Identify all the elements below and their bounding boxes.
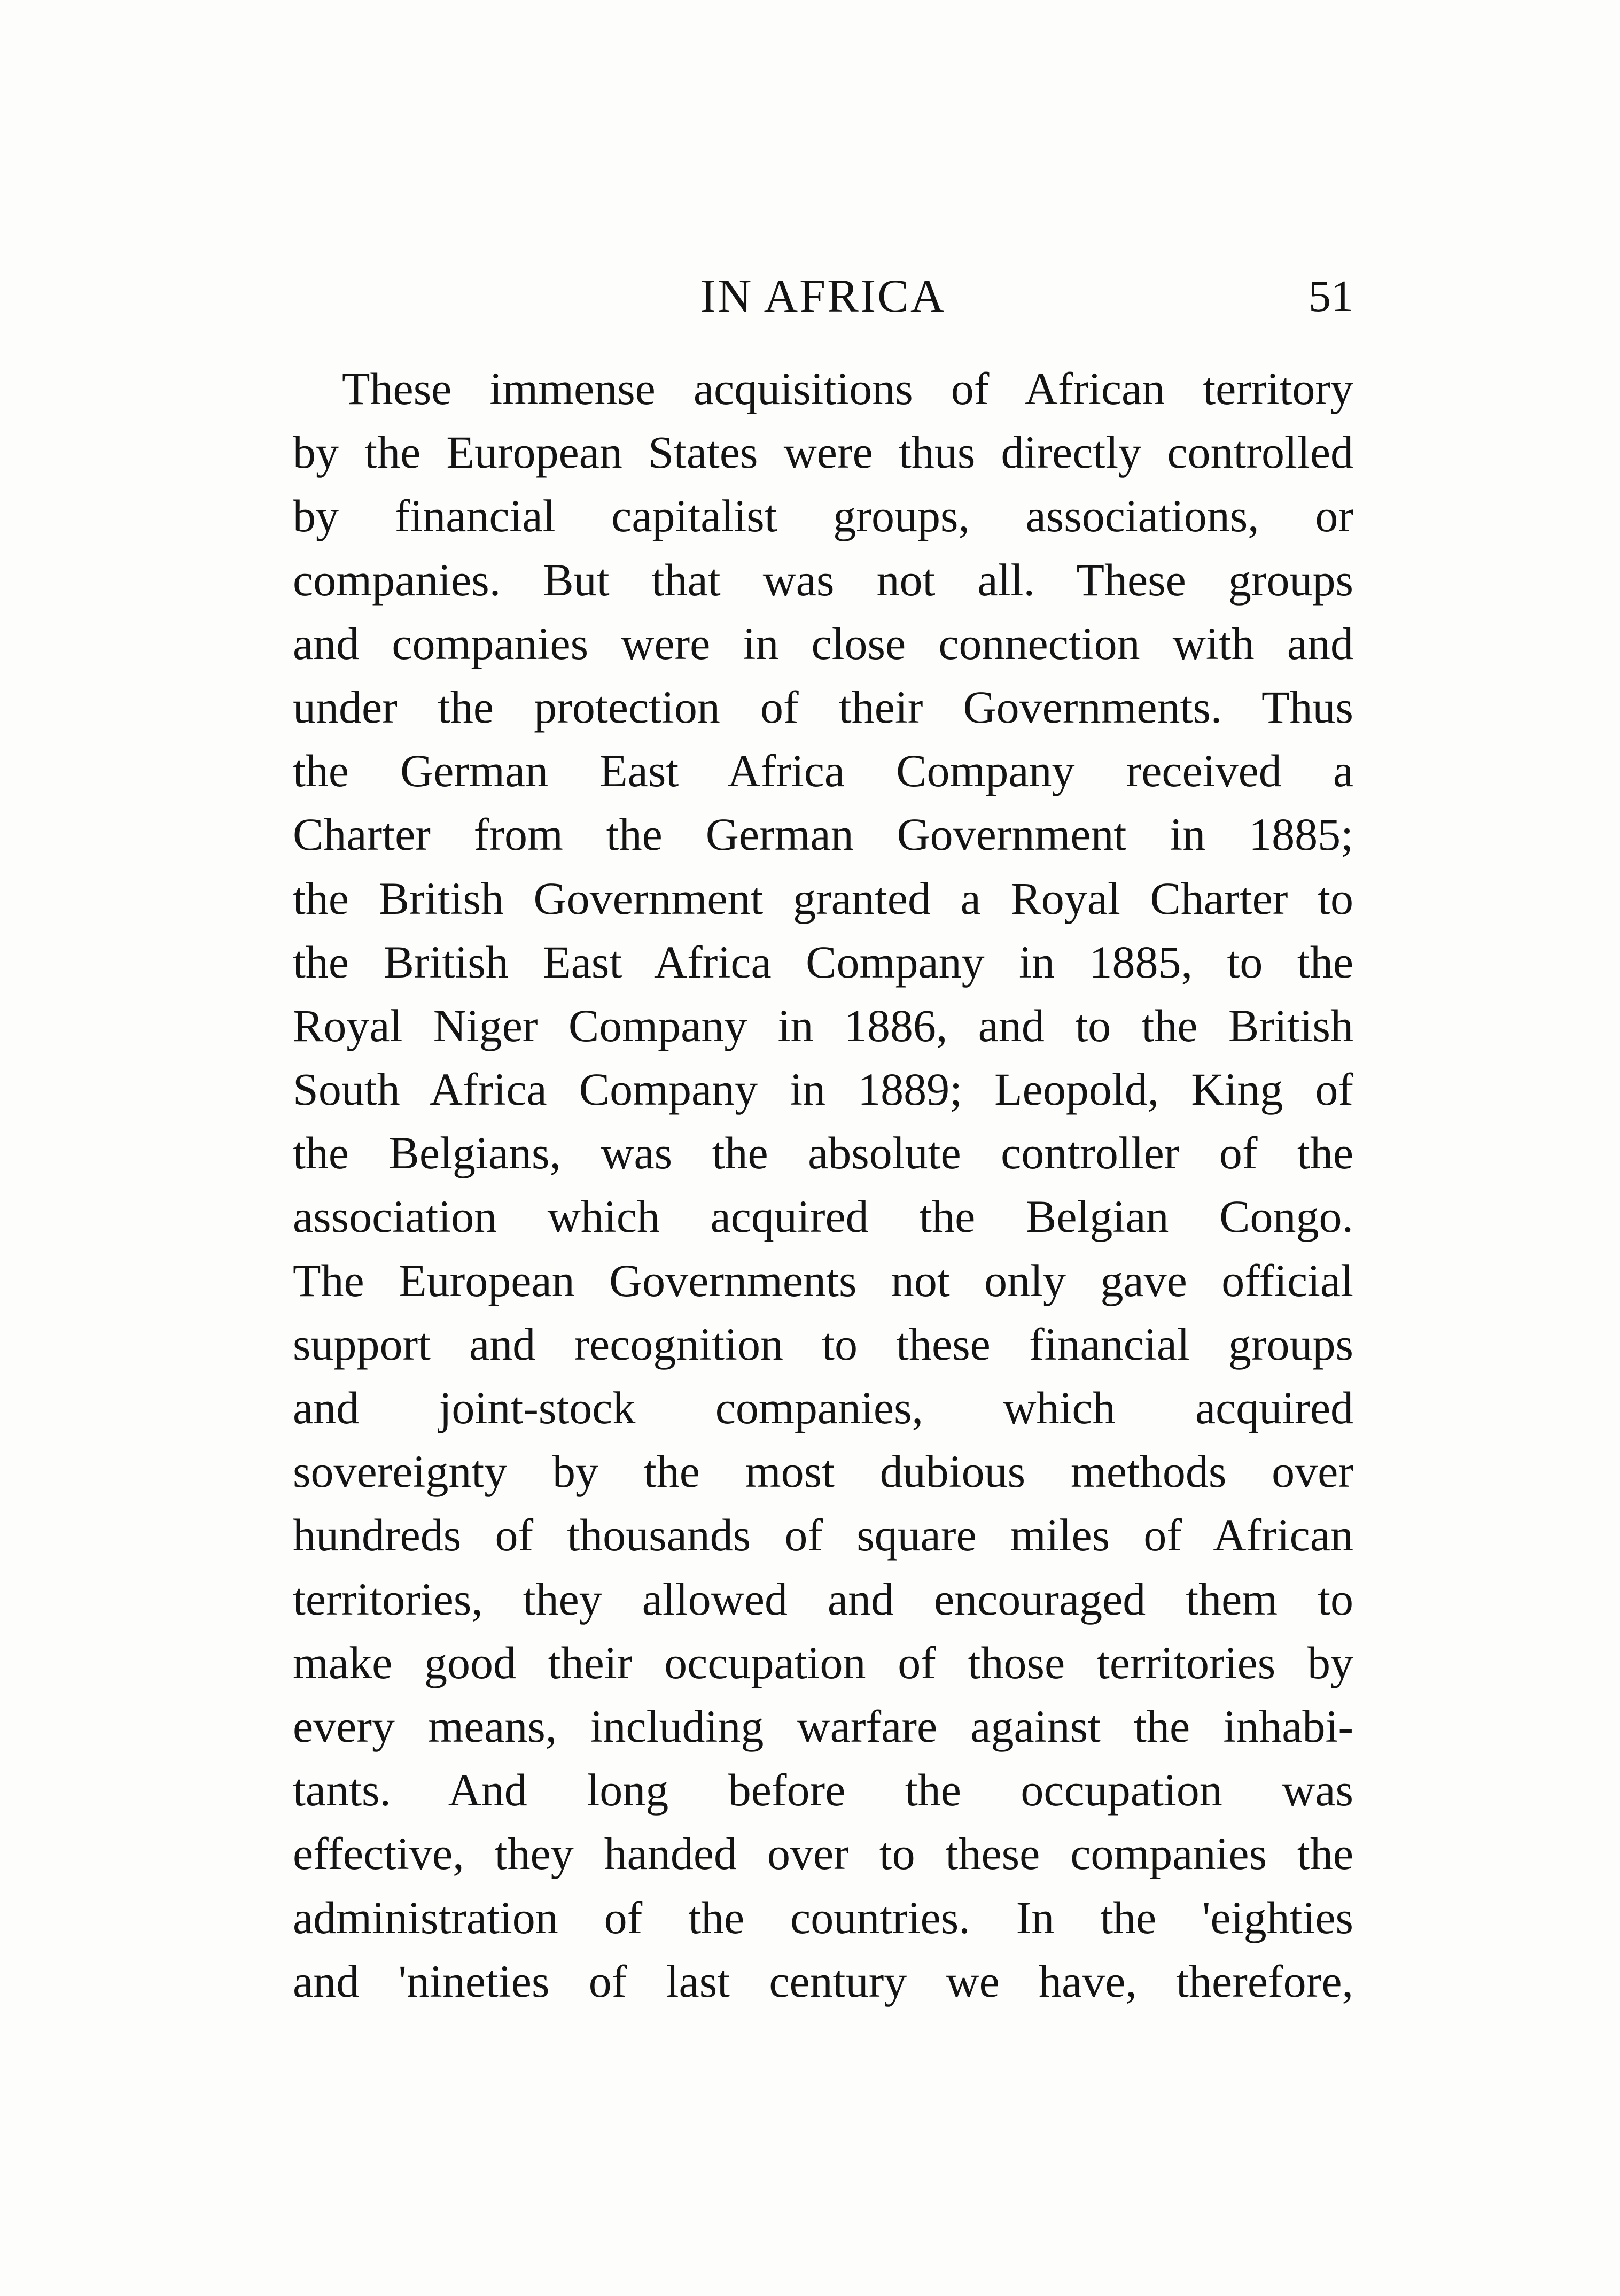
- text-line: the British East Africa Company in 1885, to the: [293, 936, 1353, 988]
- text-line: South Africa Company in 1889; Leopold, King of: [293, 1064, 1353, 1115]
- text-line: every means, including warfare against the inhabi-: [293, 1700, 1353, 1752]
- text-line: Charter from the German Government in 1885;: [293, 809, 1353, 860]
- text-line: the British Government granted a Royal Charter to: [293, 872, 1353, 924]
- body-paragraph: [293, 357, 1353, 2013]
- text-line: the German East Africa Company received a: [293, 745, 1353, 797]
- text-line: and companies were in close connection with and: [293, 617, 1353, 669]
- text-line: sovereignty by the most dubious methods over: [293, 1446, 1353, 1498]
- text-line: administration of the countries. In the 'eighties: [293, 1891, 1353, 1943]
- text-line: These immense acquisitions of African territory: [342, 363, 1353, 414]
- text-line: and 'nineties of last century we have, therefore,: [293, 1955, 1353, 2007]
- text-line: effective, they handed over to these companies the: [293, 1828, 1353, 1880]
- text-line: The European Governments not only gave official: [293, 1254, 1353, 1306]
- text-line: and joint-stock companies, which acquired: [293, 1382, 1353, 1433]
- text-line: the Belgians, was the absolute controller of the: [293, 1127, 1353, 1179]
- text-line: Royal Niger Company in 1886, and to the British: [293, 999, 1353, 1051]
- text-line: territories, they allowed and encouraged them to: [293, 1573, 1353, 1625]
- text-line: tants. And long before the occupation was: [293, 1764, 1353, 1816]
- page-number: 51: [1309, 272, 1353, 321]
- text-line: support and recognition to these financial groups: [293, 1318, 1353, 1370]
- text-line: association which acquired the Belgian Congo.: [293, 1191, 1353, 1243]
- text-line: companies. But that was not all. These groups: [293, 554, 1353, 606]
- text-line: hundreds of thousands of square miles of African: [293, 1509, 1353, 1561]
- chapter-running-title: IN AFRICA: [700, 270, 946, 322]
- text-line: make good their occupation of those territories by: [293, 1636, 1353, 1688]
- text-line: under the protection of their Governments. Thus: [293, 681, 1353, 733]
- running-head: [293, 267, 1353, 326]
- text-line: by financial capitalist groups, associations, or: [293, 490, 1353, 542]
- text-line: by the European States were thus directly controlled: [293, 426, 1353, 478]
